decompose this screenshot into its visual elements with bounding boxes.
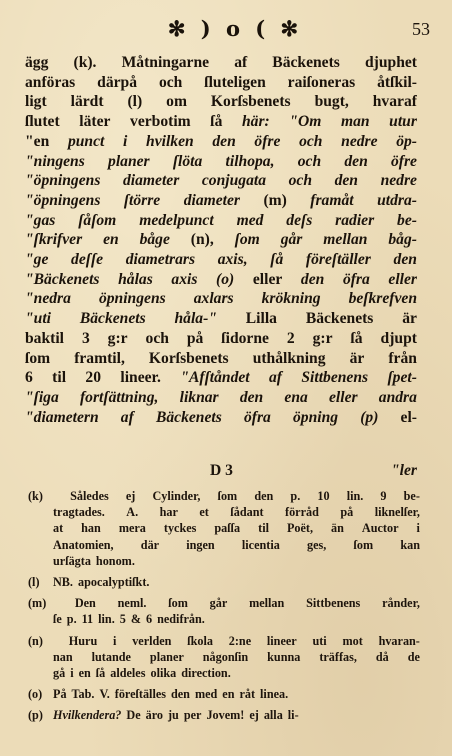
header-ornament: ✻ ) o ( ✻ xyxy=(167,16,303,41)
word: i xyxy=(416,521,420,536)
word: honom. xyxy=(95,553,135,568)
word: föreſtäller xyxy=(305,251,371,269)
word: andra xyxy=(378,388,417,406)
word: af xyxy=(234,54,248,71)
word: träffas, xyxy=(319,649,357,664)
word: Sittbenens xyxy=(301,369,369,387)
word: lin. xyxy=(98,612,115,627)
word: och xyxy=(145,329,169,347)
word: olika xyxy=(150,666,177,681)
word: li- xyxy=(287,708,299,723)
word: öfre xyxy=(391,152,417,170)
word: Huru xyxy=(68,633,98,648)
word: djuphet xyxy=(364,54,417,71)
word: går xyxy=(280,231,303,249)
word: 3 xyxy=(81,329,90,347)
footnote-label: (m) xyxy=(28,596,47,611)
word: eller xyxy=(388,270,417,288)
word: aldeles xyxy=(110,666,146,681)
word: mellan xyxy=(249,596,285,611)
word: förråd xyxy=(285,505,319,520)
word: och xyxy=(158,73,183,91)
footnote-label: (o) xyxy=(28,687,43,702)
word: "ſkrifver xyxy=(25,231,83,249)
word: med xyxy=(194,687,218,702)
word: ſpet- xyxy=(387,369,417,387)
word: öfra xyxy=(243,408,271,426)
footnote-line xyxy=(21,595,420,611)
word: ju xyxy=(168,708,179,723)
word: ſom xyxy=(217,489,238,503)
word: ſådant xyxy=(230,505,264,520)
word: den xyxy=(344,152,368,170)
word: en xyxy=(222,687,235,702)
text-line xyxy=(25,191,417,211)
word: om xyxy=(166,93,187,111)
word: föreſtälles xyxy=(114,687,166,702)
running-head xyxy=(0,16,452,44)
word: diameter xyxy=(183,191,240,209)
word: hvaran- xyxy=(378,633,420,648)
word: mera xyxy=(118,521,146,536)
word: båge xyxy=(139,231,170,249)
word: utur xyxy=(389,113,417,131)
footnote-label: (n) xyxy=(28,633,43,648)
word: be- xyxy=(403,489,420,503)
word: man xyxy=(340,113,370,131)
word: "en xyxy=(25,132,50,150)
word: nan xyxy=(53,649,73,664)
footnote-line xyxy=(21,649,420,665)
footnote-label: (l) xyxy=(28,575,40,590)
word: Bäckenets xyxy=(79,310,146,328)
word: verbotim xyxy=(130,113,191,131)
word: "Om xyxy=(289,113,322,131)
footnote-line xyxy=(21,553,420,569)
word: p. xyxy=(66,612,77,627)
word: och xyxy=(297,152,322,170)
word: punct xyxy=(67,132,105,150)
word: en xyxy=(103,231,119,249)
word: framåt xyxy=(310,191,354,209)
word: 11 xyxy=(81,612,94,627)
text-line xyxy=(25,211,417,231)
word: ſom xyxy=(168,596,188,611)
word: (p) xyxy=(360,408,379,426)
word: håla-" xyxy=(174,310,217,328)
word: Bäckenets xyxy=(155,408,222,426)
word: beſkrefven xyxy=(348,290,417,308)
word: de xyxy=(407,649,420,664)
word: lin. xyxy=(346,489,364,503)
word: här: xyxy=(241,113,270,131)
text-line xyxy=(25,112,417,132)
word: har xyxy=(159,505,178,520)
word: På xyxy=(53,687,67,702)
word: Tab. xyxy=(71,687,95,702)
word: ſe xyxy=(53,612,62,627)
word: Bäckenets xyxy=(305,310,374,328)
footnote-line xyxy=(21,611,420,627)
word: den xyxy=(300,270,325,288)
word: "öpningens xyxy=(25,172,101,190)
word: är xyxy=(402,310,417,328)
text-line xyxy=(25,230,417,250)
word: verlden xyxy=(132,633,172,648)
word: ſå xyxy=(350,329,363,347)
word: "uti xyxy=(25,310,51,328)
word: djupt xyxy=(380,329,417,347)
word: den xyxy=(254,489,274,503)
word: anföras xyxy=(25,73,76,91)
word: lineer. xyxy=(120,369,161,387)
word: linea. xyxy=(260,687,289,702)
word: öfra xyxy=(342,270,370,288)
main-text-block xyxy=(25,53,417,427)
word: "nedra xyxy=(25,290,71,308)
word: mot xyxy=(342,633,363,648)
word: el- xyxy=(400,408,417,426)
text-line xyxy=(25,309,417,329)
text-line xyxy=(25,152,417,172)
word: han xyxy=(81,521,101,536)
word: och xyxy=(288,172,312,190)
word: ſkola xyxy=(187,633,213,648)
word: hålas xyxy=(118,270,153,288)
word: til xyxy=(52,369,67,387)
word: eller xyxy=(329,388,358,406)
word: Cylinder, xyxy=(152,489,201,503)
word: den xyxy=(334,172,358,190)
word: eller xyxy=(252,270,283,288)
word: gå xyxy=(53,666,66,681)
word: baktil xyxy=(25,329,64,347)
text-line xyxy=(25,92,417,112)
word: planer xyxy=(108,152,150,170)
word: tragtades. xyxy=(53,505,105,520)
word: på xyxy=(186,329,204,347)
word: raiſoneras xyxy=(287,73,356,91)
word: et xyxy=(199,505,209,520)
footnote-line xyxy=(21,665,420,681)
word: (k). xyxy=(73,54,97,71)
word: Den xyxy=(74,596,96,611)
word: tilhopa, xyxy=(225,152,275,170)
word: i xyxy=(123,132,128,150)
footnote-line xyxy=(21,686,420,702)
word: ſlöta xyxy=(172,152,203,170)
word: g:r xyxy=(107,329,128,347)
word: på xyxy=(340,505,354,520)
word: V. xyxy=(99,687,110,702)
word: urſägta xyxy=(53,553,91,568)
word: den xyxy=(239,388,264,406)
footnote-line xyxy=(21,537,420,553)
word: från xyxy=(388,349,417,367)
footnote-line xyxy=(21,504,420,520)
word: axis xyxy=(171,270,198,288)
word: (n), xyxy=(190,231,214,249)
word: Jovem! xyxy=(206,708,245,723)
word: båg- xyxy=(388,231,417,249)
word: (o) xyxy=(216,270,235,288)
text-line xyxy=(25,250,417,270)
word: liknar xyxy=(179,388,219,406)
word: därpå xyxy=(97,73,138,91)
word: De xyxy=(126,708,141,723)
word: krökning xyxy=(261,290,321,308)
word: ſå xyxy=(95,666,106,681)
word: ägg xyxy=(25,54,49,71)
word: liknelſer, xyxy=(374,505,420,520)
text-line xyxy=(25,132,417,152)
word: Poët, xyxy=(286,521,314,536)
word: någonſin xyxy=(202,649,249,664)
footnote-line xyxy=(21,707,420,723)
word: A. xyxy=(126,505,139,520)
word: ena xyxy=(284,388,308,406)
word: kunna xyxy=(267,649,301,664)
footnotes-block xyxy=(21,488,420,724)
catchword: "ler xyxy=(391,462,417,479)
word: diameter xyxy=(122,172,180,190)
word: & xyxy=(130,612,141,627)
word: til xyxy=(258,521,269,536)
word: axis, xyxy=(217,251,248,269)
word: mellan xyxy=(323,231,368,249)
footnote-line xyxy=(21,633,420,649)
word: kan xyxy=(400,537,420,552)
word: per xyxy=(183,708,202,723)
word: ingen xyxy=(186,537,215,552)
signature-mark: D 3 xyxy=(210,462,233,479)
word: ges, xyxy=(307,537,327,552)
word: en xyxy=(78,666,91,681)
word: planer xyxy=(149,649,184,664)
word: "ningens xyxy=(25,152,85,170)
signature-line xyxy=(25,462,417,482)
word: är xyxy=(349,349,365,367)
word: ſluteligen xyxy=(204,73,266,91)
word: hvilken xyxy=(146,132,194,150)
word: Sittbenens xyxy=(306,596,361,611)
word: råt xyxy=(239,687,256,702)
word: än xyxy=(331,521,344,536)
word: rånder, xyxy=(382,596,420,611)
word: åtſkil- xyxy=(377,73,417,91)
word: i xyxy=(113,633,117,648)
word: lineer xyxy=(266,633,297,648)
word: be- xyxy=(397,211,417,229)
word: NB. xyxy=(53,575,73,590)
word: paſſa xyxy=(214,521,241,536)
text-line xyxy=(25,349,417,369)
word: bugt, xyxy=(314,93,349,111)
word: ej xyxy=(125,489,136,503)
word: ſom xyxy=(353,537,374,552)
word: lutande xyxy=(91,649,131,664)
word: hvaraf xyxy=(372,93,417,111)
word: axlars xyxy=(193,290,234,308)
footnote-line xyxy=(21,574,420,590)
word: (m) xyxy=(263,191,287,209)
word: licentia xyxy=(241,537,280,552)
word: medelpunct xyxy=(139,211,214,229)
word: lärdt xyxy=(70,93,104,111)
word: tyckes xyxy=(163,521,197,536)
word: "diametern xyxy=(25,408,99,426)
word: öp- xyxy=(396,132,417,150)
word: 2 xyxy=(286,329,295,347)
word: Korſsbenets xyxy=(210,93,291,111)
word: Korſsbenets xyxy=(148,349,229,367)
word: 20 xyxy=(85,369,101,387)
word: den xyxy=(170,687,190,702)
word: nedre xyxy=(341,132,378,150)
word: "Afſtåndet xyxy=(180,369,250,387)
word: 6 xyxy=(25,369,33,387)
word: diametrars xyxy=(125,251,196,269)
word: (l) xyxy=(127,93,143,111)
word: Auctor xyxy=(361,521,399,536)
word: direction. xyxy=(181,666,231,681)
word: uthålkning xyxy=(252,349,326,367)
text-line xyxy=(25,171,417,191)
word: af xyxy=(120,408,134,426)
word: ſom xyxy=(25,349,51,367)
word: ſåſom xyxy=(78,211,117,229)
word: ſlutet xyxy=(25,113,60,131)
word: "gas xyxy=(25,211,56,229)
word: Bäckenets xyxy=(272,54,340,71)
word: conjugata xyxy=(201,172,267,190)
word: alla xyxy=(263,708,283,723)
word: öpningens xyxy=(98,290,166,308)
text-line xyxy=(25,289,417,309)
word: och xyxy=(299,132,323,150)
word: äro xyxy=(145,708,163,723)
word: "ge xyxy=(25,251,49,269)
word: 9 xyxy=(380,489,387,503)
footnote-label: (k) xyxy=(28,489,43,503)
word: apocalyptiſkt. xyxy=(77,575,150,590)
word: öpning xyxy=(292,408,339,426)
word: ſå xyxy=(210,113,223,131)
word: i xyxy=(70,666,74,681)
word: ſom xyxy=(234,231,260,249)
text-line xyxy=(25,270,417,290)
word: den xyxy=(393,251,417,269)
word: uti xyxy=(312,633,327,648)
word: Måtningarne xyxy=(121,54,210,71)
word: ſtörre xyxy=(123,191,161,209)
word: går xyxy=(209,596,228,611)
word: Således xyxy=(70,489,109,503)
text-line xyxy=(25,408,417,428)
word: Anatomien, xyxy=(53,537,114,552)
word: den xyxy=(212,132,236,150)
word: Hvilkendera? xyxy=(53,708,122,723)
word: med xyxy=(236,211,264,229)
word: af xyxy=(269,369,282,387)
text-line xyxy=(25,388,417,408)
word: radier xyxy=(335,211,375,229)
word: "öpningens xyxy=(25,191,101,209)
footnote-line xyxy=(21,488,420,504)
text-line xyxy=(25,329,417,349)
word: ſidorne xyxy=(221,329,269,347)
text-line xyxy=(25,53,417,73)
word: "Bäckenets xyxy=(25,270,100,288)
word: p. xyxy=(290,489,301,503)
word: fortſättning, xyxy=(79,388,159,406)
word: at xyxy=(53,521,64,536)
word: nedre xyxy=(380,172,417,190)
footnote-label: (p) xyxy=(28,708,43,723)
word: då xyxy=(375,649,389,664)
text-line xyxy=(25,73,417,93)
word: utdra- xyxy=(377,191,417,209)
word: 6 xyxy=(146,612,153,627)
word: g:r xyxy=(312,329,333,347)
word: 5 xyxy=(119,612,126,627)
word: öfre xyxy=(254,132,281,150)
word: Lilla xyxy=(245,310,277,328)
word: deſſe xyxy=(71,251,104,269)
word: 2:ne xyxy=(228,633,252,648)
word: ej xyxy=(249,708,259,723)
word: där xyxy=(140,537,160,552)
word: nedifrån. xyxy=(157,612,205,627)
word: läter xyxy=(79,113,111,131)
text-line xyxy=(25,368,417,388)
word: 10 xyxy=(317,489,330,503)
word: neml. xyxy=(117,596,147,611)
word: deſs xyxy=(286,211,313,229)
word: framtil, xyxy=(74,349,125,367)
footnote-line xyxy=(21,520,420,536)
word: ſå xyxy=(270,251,284,269)
word: ligt xyxy=(25,93,47,111)
word: "ſiga xyxy=(25,388,59,406)
page-number: 53 xyxy=(412,19,430,39)
